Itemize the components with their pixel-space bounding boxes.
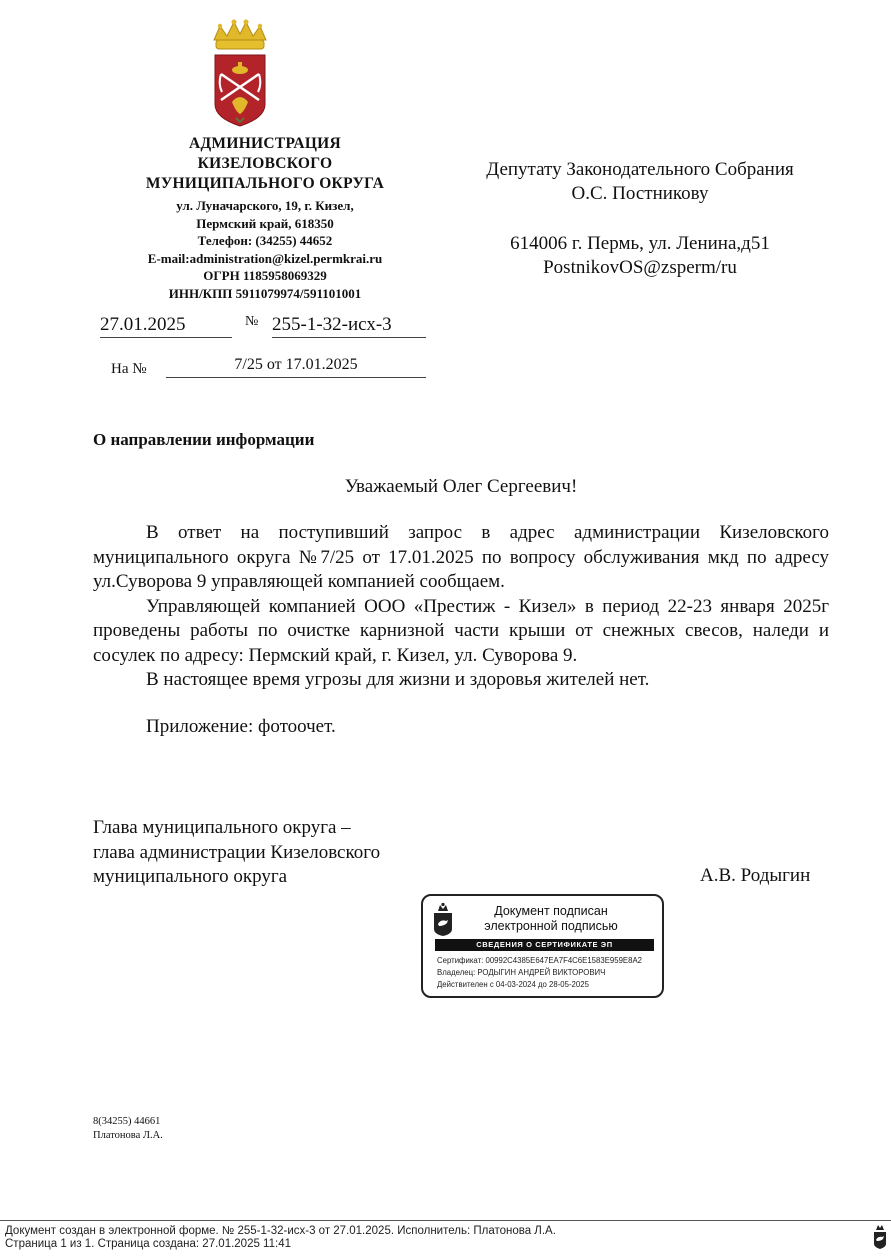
stamp-certificate: Сертификат: 00992C4385E647EA7F4C6E1583E959E8A2: [437, 956, 642, 965]
registration-date: 27.01.2025: [100, 314, 232, 338]
stamp-validity: Действителен с 04-03-2024 до 28-05-2025: [437, 980, 589, 989]
executor-block: [93, 1115, 163, 1143]
org-name-line: АДМИНИСТРАЦИЯ: [188, 135, 342, 152]
kizel-coat-of-arms-icon: [210, 18, 270, 130]
footer-line1: Документ создан в электронной форме. № 255-1-32-исх-3 от 27.01.2025. Исполнитель: Платонова Л.А.: [5, 1225, 556, 1237]
executor-phone: 8(34255) 44661: [93, 1116, 161, 1127]
signatory-title: [93, 816, 380, 890]
signatory-title-line: Глава муниципального округа –: [93, 817, 351, 838]
stamp-title-line1: Документ подписан: [494, 904, 608, 918]
signatory-title-line: глава администрации Кизеловского: [93, 841, 381, 863]
footer-line2: Страница 1 из 1. Страница создана: 27.01.2025 11:41: [5, 1238, 291, 1250]
body-paragraph: Управляющей компанией ООО «Престиж - Кизел» в период 22-23 января 2025г проведены работы по очистке карнизной части крыши от снежных свесов, наледи и сосулек по адресу: Пермский край, г. Кизел, ул. Суворова 9.: [93, 595, 829, 666]
signatory-name: А.В. Родыгин: [700, 865, 811, 886]
document-footer: [5, 1225, 556, 1251]
e-signature-stamp: [421, 894, 664, 998]
org-ogrn: ОГРН 1185958069329: [203, 268, 327, 283]
letter-subject: О направлении информации: [93, 430, 315, 449]
letter-body: [93, 521, 829, 739]
executor-name: Платонова Л.А.: [93, 1130, 163, 1141]
org-name-line: МУНИЦИПАЛЬНОГО ОКРУГА: [145, 175, 385, 192]
org-email: E-mail:administration@kizel.permkrai.ru: [147, 250, 383, 266]
annex-note: Приложение: фотоочет.: [146, 715, 336, 737]
stamp-certificate-header: СВЕДЕНИЯ О СЕРТИФИКАТЕ ЭП: [435, 939, 654, 951]
org-name-line: КИЗЕЛОВСКОГО: [197, 155, 333, 172]
reference-label: На №: [111, 361, 147, 377]
recipient-block: [455, 158, 825, 280]
recipient-name: О.С. Постникову: [571, 183, 709, 204]
org-address-line2: Пермский край, 618350: [196, 215, 334, 231]
body-paragraph: В ответ на поступивший запрос в адрес администрации Кизеловского муниципального округа №7/25 от 17.01.2025 по вопросу обслуживания мкд по адресу ул.Суворова 9 управляющей компанией сообщаем.: [93, 522, 829, 592]
perm-krai-emblem-icon: [433, 902, 453, 936]
stamp-title-line2: электронной подписью: [484, 919, 618, 933]
letterhead-org-block: [100, 134, 430, 302]
stamp-owner: Владелец: РОДЫГИН АНДРЕЙ ВИКТОРОВИЧ: [437, 968, 606, 977]
org-address-line1: ул. Луначарского, 19, г. Кизел,: [176, 198, 354, 213]
body-paragraph: В настоящее время угрозы для жизни и здоровья жителей нет.: [146, 669, 650, 690]
recipient-email: PostnikovOS@zsperm/ru: [543, 257, 737, 278]
perm-krai-emblem-icon: [873, 1223, 887, 1249]
signatory-title-line: муниципального округа: [93, 866, 288, 887]
registration-number-label: №: [245, 314, 259, 329]
registration-number: 255-1-32-исх-3: [272, 314, 426, 338]
reference-value: 7/25 от 17.01.2025: [166, 356, 426, 378]
org-phone: Телефон: (34255) 44652: [197, 233, 333, 248]
org-inn-kpp: ИНН/КПП 5911079974/591101001: [168, 285, 362, 301]
recipient-address: 614006 г. Пермь, ул. Ленина,д51: [510, 233, 770, 254]
salutation: Уважаемый Олег Сергеевич!: [344, 476, 578, 497]
recipient-position: Депутату Законодательного Собрания: [486, 159, 794, 180]
footer-divider: [0, 1220, 891, 1221]
